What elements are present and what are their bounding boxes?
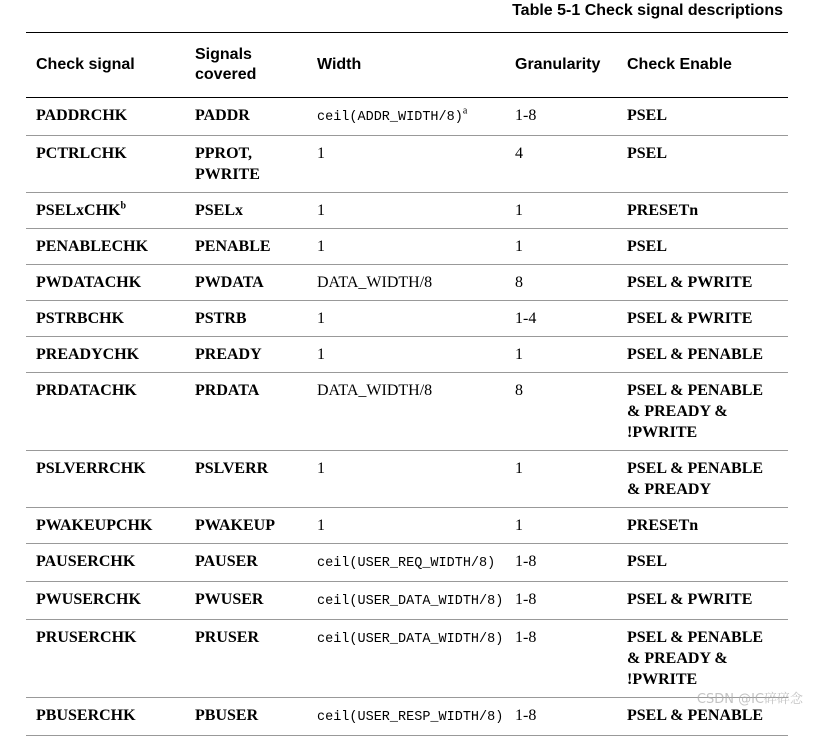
cell-check-signal-text: PRUSERCHK xyxy=(36,629,137,646)
cell-granularity-text: 1-4 xyxy=(515,310,537,327)
footnote-marker: b xyxy=(120,200,127,212)
cell-check-enable-text: PSEL xyxy=(627,238,668,255)
cell-granularity-text: 1 xyxy=(515,202,523,219)
table-row xyxy=(26,98,788,136)
cell-width-text: 1 xyxy=(317,460,325,477)
cell-check-signal xyxy=(26,544,185,582)
cell-check-enable-text: PSEL & PENABLE & PREADY & !PWRITE xyxy=(627,629,764,688)
check-signal-table xyxy=(26,32,788,736)
table-row xyxy=(26,265,788,301)
cell-check-signal xyxy=(26,508,185,544)
cell-check-signal-text: PWDATACHK xyxy=(36,274,142,291)
cell-check-signal xyxy=(26,265,185,301)
cell-granularity xyxy=(505,193,617,229)
cell-check-signal-text: PENABLECHK xyxy=(36,238,149,255)
cell-signals-covered xyxy=(185,136,307,193)
cell-signals-covered-text: PREADY xyxy=(195,346,262,363)
cell-signals-covered-text: PWUSER xyxy=(195,591,264,608)
cell-check-enable xyxy=(617,265,788,301)
cell-granularity-text: 1 xyxy=(515,517,523,534)
cell-check-signal-text: PAUSERCHK xyxy=(36,553,136,570)
cell-check-signal-text: PWUSERCHK xyxy=(36,591,141,608)
table-body xyxy=(26,98,788,736)
cell-check-signal xyxy=(26,301,185,337)
cell-width xyxy=(307,337,505,373)
cell-signals-covered-text: PSELx xyxy=(195,202,244,219)
cell-check-signal xyxy=(26,373,185,451)
cell-granularity xyxy=(505,229,617,265)
header-check-enable: Check Enable xyxy=(617,33,788,98)
table-row xyxy=(26,698,788,736)
table-row xyxy=(26,582,788,620)
cell-check-enable xyxy=(617,301,788,337)
cell-granularity-text: 4 xyxy=(515,145,523,162)
cell-width-text: ceil(USER_DATA_WIDTH/8) xyxy=(317,632,504,647)
cell-signals-covered xyxy=(185,620,307,698)
footnote-marker: a xyxy=(462,105,468,117)
cell-check-enable-text: PSEL & PWRITE xyxy=(627,274,753,291)
cell-check-enable-text: PSEL & PWRITE xyxy=(627,591,753,608)
cell-width xyxy=(307,451,505,508)
cell-signals-covered-text: PADDR xyxy=(195,107,250,124)
cell-width xyxy=(307,301,505,337)
cell-width-text: 1 xyxy=(317,346,325,363)
cell-check-signal-text: PREADYCHK xyxy=(36,346,140,363)
table-row xyxy=(26,451,788,508)
cell-width xyxy=(307,620,505,698)
cell-width-text: ceil(USER_REQ_WIDTH/8) xyxy=(317,556,496,571)
cell-check-enable xyxy=(617,620,788,698)
cell-signals-covered-text: PENABLE xyxy=(195,238,271,255)
cell-width xyxy=(307,229,505,265)
cell-check-signal-text: PRDATACHK xyxy=(36,382,137,399)
table-header-row xyxy=(26,33,788,98)
cell-granularity xyxy=(505,451,617,508)
cell-width xyxy=(307,373,505,451)
cell-check-enable xyxy=(617,582,788,620)
header-check-signal: Check signal xyxy=(26,33,185,98)
cell-granularity-text: 8 xyxy=(515,274,523,291)
table-row xyxy=(26,544,788,582)
cell-check-enable-text: PSEL xyxy=(627,553,668,570)
cell-signals-covered-text: PWAKEUP xyxy=(195,517,275,534)
cell-check-signal xyxy=(26,620,185,698)
cell-signals-covered xyxy=(185,193,307,229)
table-row xyxy=(26,301,788,337)
cell-granularity xyxy=(505,337,617,373)
cell-check-enable-text: PSEL & PWRITE xyxy=(627,310,753,327)
cell-granularity xyxy=(505,544,617,582)
cell-granularity-text: 1-8 xyxy=(515,629,537,646)
cell-check-enable xyxy=(617,451,788,508)
table-row xyxy=(26,337,788,373)
cell-width xyxy=(307,582,505,620)
cell-granularity xyxy=(505,620,617,698)
cell-width-text: DATA_WIDTH/8 xyxy=(317,382,433,399)
cell-granularity-text: 8 xyxy=(515,382,523,399)
cell-check-enable-text: PSEL & PENABLE xyxy=(627,346,764,363)
cell-width xyxy=(307,193,505,229)
cell-check-enable xyxy=(617,337,788,373)
cell-width-text: ceil(USER_DATA_WIDTH/8) xyxy=(317,594,504,609)
cell-granularity-text: 1 xyxy=(515,346,523,363)
cell-signals-covered xyxy=(185,301,307,337)
cell-signals-covered xyxy=(185,508,307,544)
cell-width-text: 1 xyxy=(317,202,325,219)
cell-check-signal-text: PBUSERCHK xyxy=(36,707,136,724)
cell-check-enable-text: PSEL xyxy=(627,107,668,124)
cell-granularity-text: 1-8 xyxy=(515,591,537,608)
cell-granularity-text: 1-8 xyxy=(515,107,537,124)
cell-check-signal xyxy=(26,582,185,620)
cell-granularity xyxy=(505,373,617,451)
cell-signals-covered-text: PPROT, PWRITE xyxy=(195,145,260,183)
cell-check-signal xyxy=(26,136,185,193)
header-granularity: Granularity xyxy=(505,33,617,98)
cell-granularity xyxy=(505,265,617,301)
cell-width-text: 1 xyxy=(317,145,325,162)
cell-check-enable-text: PRESETn xyxy=(627,202,699,219)
cell-width xyxy=(307,98,505,136)
cell-granularity-text: 1 xyxy=(515,238,523,255)
cell-granularity-text: 1 xyxy=(515,460,523,477)
cell-signals-covered xyxy=(185,98,307,136)
cell-width xyxy=(307,265,505,301)
cell-signals-covered-text: PSTRB xyxy=(195,310,247,327)
cell-width-text: ceil(ADDR_WIDTH/8) xyxy=(317,110,463,125)
cell-width xyxy=(307,136,505,193)
cell-signals-covered-text: PWDATA xyxy=(195,274,264,291)
cell-width-text: ceil(USER_RESP_WIDTH/8) xyxy=(317,710,504,725)
cell-width-text: 1 xyxy=(317,517,325,534)
cell-check-enable xyxy=(617,98,788,136)
cell-check-signal-text: PSTRBCHK xyxy=(36,310,125,327)
cell-check-signal xyxy=(26,451,185,508)
cell-signals-covered-text: PAUSER xyxy=(195,553,258,570)
header-signals-covered: Signals covered xyxy=(185,33,307,98)
cell-check-enable-text: PRESETn xyxy=(627,517,699,534)
table-row xyxy=(26,508,788,544)
cell-granularity-text: 1-8 xyxy=(515,707,537,724)
cell-width-text: 1 xyxy=(317,238,325,255)
cell-signals-covered xyxy=(185,698,307,736)
cell-check-enable xyxy=(617,373,788,451)
table-caption: Table 5-1 Check signal descriptions xyxy=(512,2,783,19)
cell-check-signal-text: PSLVERRCHK xyxy=(36,460,146,477)
cell-check-signal xyxy=(26,193,185,229)
cell-check-signal xyxy=(26,229,185,265)
table-row xyxy=(26,373,788,451)
cell-signals-covered-text: PRDATA xyxy=(195,382,260,399)
cell-granularity xyxy=(505,698,617,736)
cell-signals-covered xyxy=(185,265,307,301)
cell-signals-covered xyxy=(185,337,307,373)
cell-signals-covered-text: PSLVERR xyxy=(195,460,269,477)
table-row xyxy=(26,193,788,229)
cell-check-signal xyxy=(26,98,185,136)
cell-check-signal-text: PSELxCHK xyxy=(36,202,121,219)
cell-check-signal-text: PADDRCHK xyxy=(36,107,128,124)
cell-check-enable xyxy=(617,193,788,229)
cell-signals-covered xyxy=(185,229,307,265)
cell-width xyxy=(307,698,505,736)
cell-signals-covered xyxy=(185,582,307,620)
cell-check-signal xyxy=(26,337,185,373)
cell-check-signal-text: PCTRLCHK xyxy=(36,145,127,162)
watermark: CSDN @IC碎碎念 xyxy=(696,692,803,707)
cell-check-enable xyxy=(617,136,788,193)
cell-granularity xyxy=(505,136,617,193)
cell-check-signal xyxy=(26,698,185,736)
cell-check-enable-text: PSEL xyxy=(627,145,668,162)
cell-granularity xyxy=(505,508,617,544)
cell-check-enable-text: PSEL & PENABLE & PREADY & !PWRITE xyxy=(627,382,764,441)
cell-signals-covered-text: PBUSER xyxy=(195,707,259,724)
cell-check-enable xyxy=(617,229,788,265)
cell-signals-covered xyxy=(185,373,307,451)
cell-granularity-text: 1-8 xyxy=(515,553,537,570)
cell-signals-covered-text: PRUSER xyxy=(195,629,260,646)
cell-check-signal-text: PWAKEUPCHK xyxy=(36,517,153,534)
cell-granularity xyxy=(505,301,617,337)
table-row xyxy=(26,620,788,698)
cell-width-text: DATA_WIDTH/8 xyxy=(317,274,433,291)
cell-granularity xyxy=(505,98,617,136)
table-row xyxy=(26,229,788,265)
cell-width xyxy=(307,544,505,582)
cell-check-enable xyxy=(617,544,788,582)
cell-check-enable-text: PSEL & PENABLE xyxy=(627,707,764,724)
cell-width xyxy=(307,508,505,544)
table-row xyxy=(26,136,788,193)
cell-check-enable-text: PSEL & PENABLE & PREADY xyxy=(627,460,764,498)
cell-signals-covered xyxy=(185,544,307,582)
cell-granularity xyxy=(505,582,617,620)
cell-check-enable xyxy=(617,508,788,544)
cell-signals-covered xyxy=(185,451,307,508)
header-width: Width xyxy=(307,33,505,98)
cell-width-text: 1 xyxy=(317,310,325,327)
